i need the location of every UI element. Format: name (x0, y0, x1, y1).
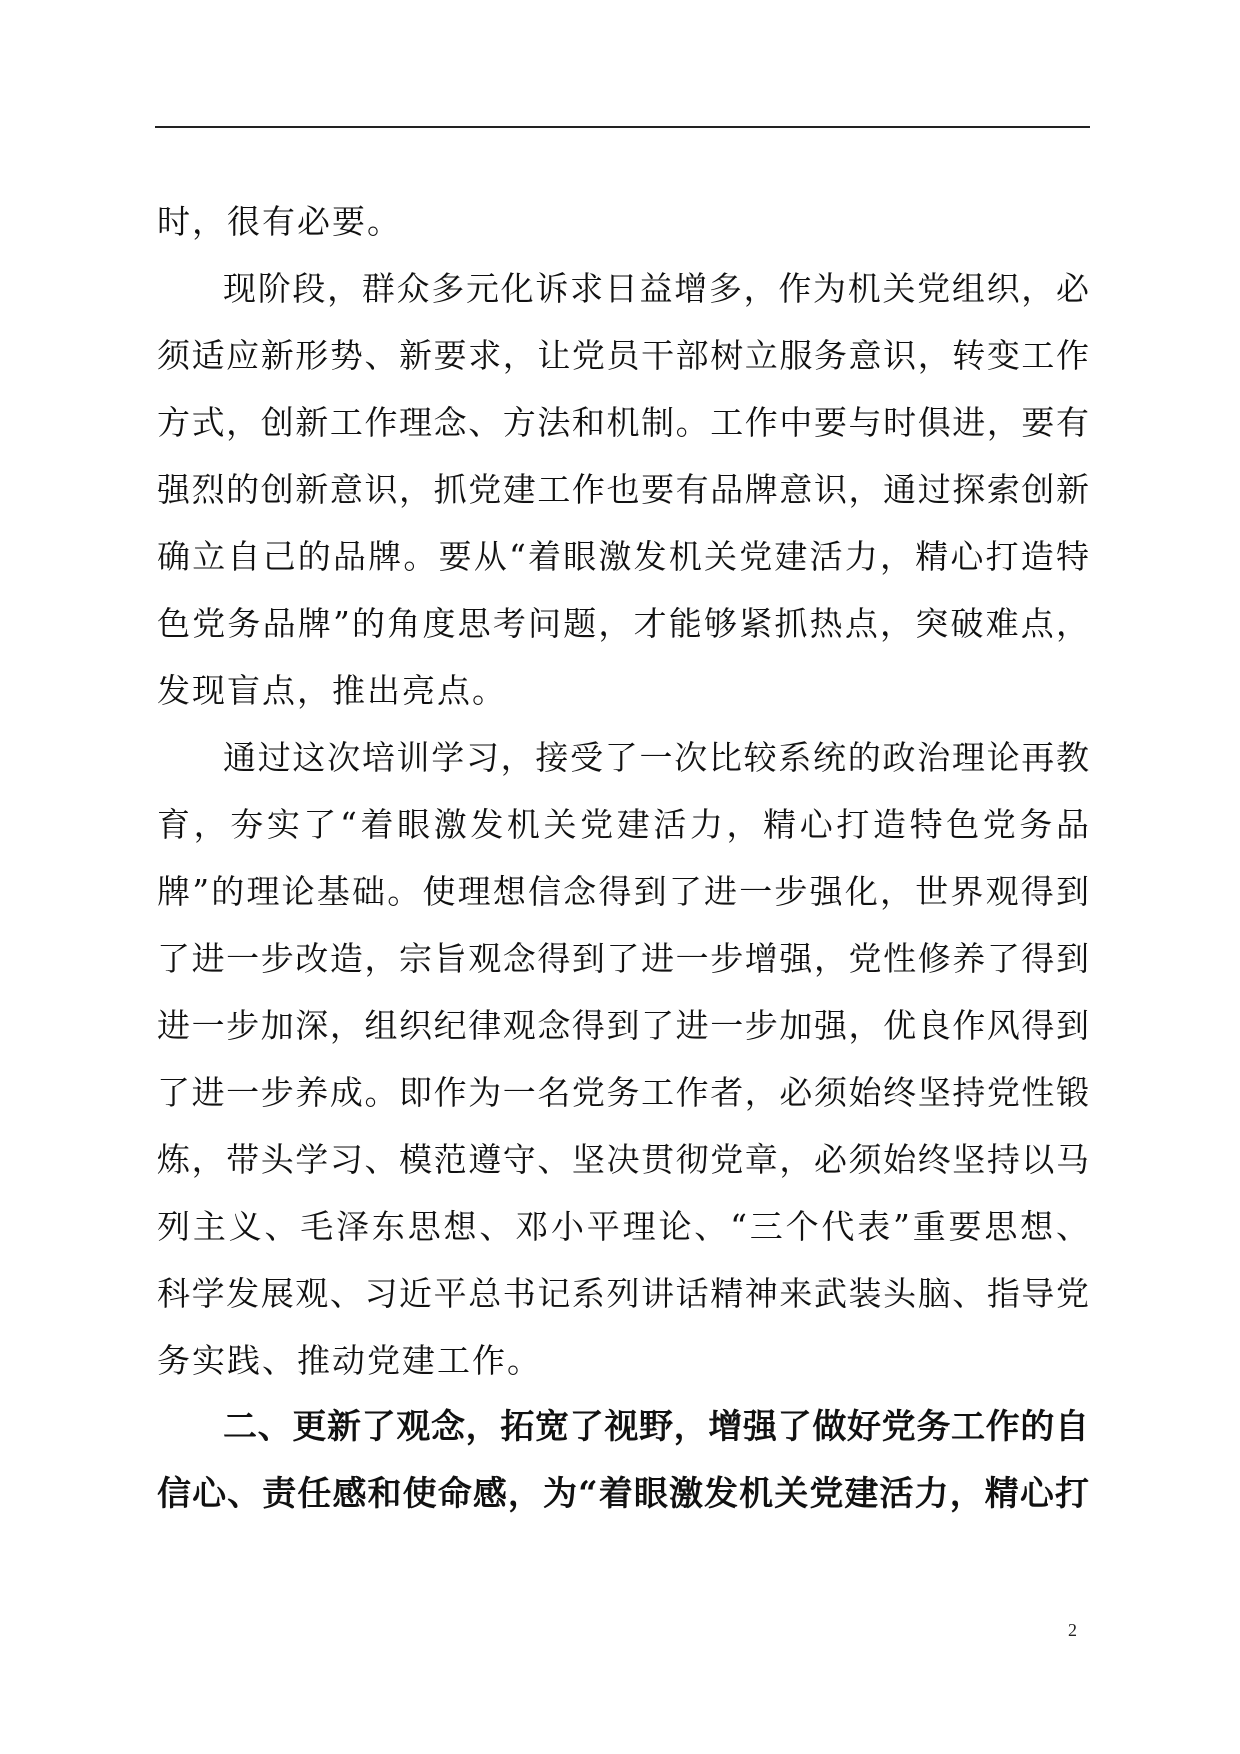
page-number: 2 (1068, 1620, 1077, 1640)
paragraph-line: 务实践、推动党建工作。 (157, 1341, 542, 1380)
paragraph-line: 炼，带头学习、模范遵守、坚决贯彻党章，必须始终坚持以马 (157, 1140, 1089, 1179)
paragraph-line: 列主义、毛泽东思想、邓小平理论、“三个代表”重要思想、 (157, 1207, 1089, 1246)
paragraph-line: 了进一步养成。即作为一名党务工作者，必须始终坚持党性锻 (157, 1073, 1089, 1112)
paragraph-line: 强烈的创新意识，抓党建工作也要有品牌意识，通过探索创新 (157, 470, 1089, 509)
paragraph-line: 现阶段，群众多元化诉求日益增多，作为机关党组织，必 (223, 269, 1089, 308)
paragraph-line: 方式，创新工作理念、方法和机制。工作中要与时俱进，要有 (157, 403, 1089, 442)
paragraph-line: 科学发展观、习近平总书记系列讲话精神来武装头脑、指导党 (157, 1274, 1089, 1313)
paragraph-line: 牌”的理论基础。使理想信念得到了进一步强化，世界观得到 (157, 872, 1089, 911)
paragraph-line: 育，夯实了“着眼激发机关党建活力，精心打造特色党务品 (157, 805, 1089, 844)
paragraph-line: 须适应新形势、新要求，让党员干部树立服务意识，转变工作 (157, 336, 1089, 375)
paragraph-line: 发现盲点，推出亮点。 (157, 671, 507, 710)
paragraph-line: 时，很有必要。 (157, 202, 402, 241)
header-rule (155, 126, 1090, 128)
paragraph-line: 确立自己的品牌。要从“着眼激发机关党建活力，精心打造特 (157, 537, 1089, 576)
paragraph-line: 通过这次培训学习，接受了一次比较系统的政治理论再教 (223, 738, 1089, 777)
paragraph-line: 了进一步改造，宗旨观念得到了进一步增强，党性修养了得到 (157, 939, 1089, 978)
paragraph-line: 色党务品牌”的角度思考问题，才能够紧抓热点，突破难点， (157, 604, 1089, 643)
body-text (157, 188, 1089, 1528)
section-heading-line: 二、更新了观念，拓宽了视野，增强了做好党务工作的自 (223, 1407, 1089, 1447)
section-heading-line: 信心、责任感和使命感，为“着眼激发机关党建活力，精心打 (157, 1474, 1089, 1514)
paragraph-line: 进一步加深，组织纪律观念得到了进一步加强，优良作风得到 (157, 1006, 1089, 1045)
